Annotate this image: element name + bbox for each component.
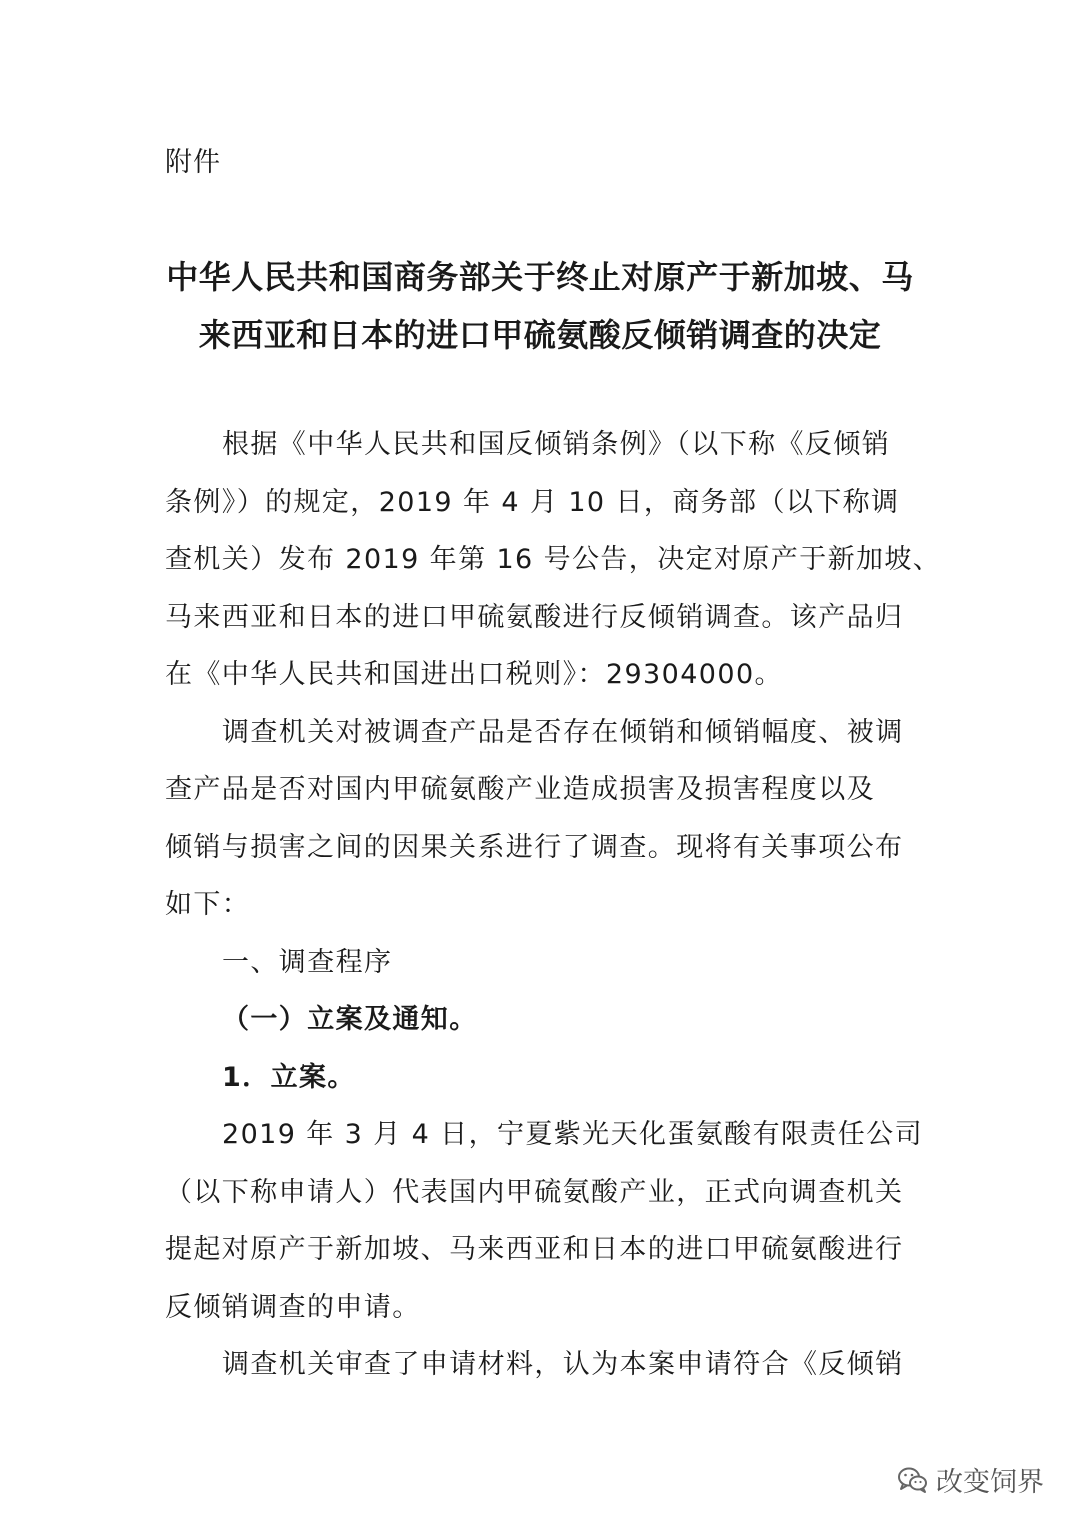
wechat-icon (898, 1466, 928, 1494)
body-line: 根据《中华人民共和国反倾销条例》（以下称《反倾销 (222, 429, 891, 460)
document-title (150, 248, 930, 364)
document-body (165, 416, 942, 1394)
body-line: 查机关）发布 2019 年第 16 号公告，决定对原产于新加坡、 (165, 544, 942, 575)
body-line: 查产品是否对国内甲硫氨酸产业造成损害及损害程度以及 (165, 774, 875, 805)
body-line: （以下称申请人）代表国内甲硫氨酸产业，正式向调查机关 (165, 1176, 904, 1208)
watermark-text: 改变饲界 (936, 1467, 1044, 1498)
body-line: 在《中华人民共和国进出口税则》：29304000。 (165, 659, 783, 690)
title-line: 中华人民共和国商务部关于终止对原产于新加坡、马 (166, 258, 914, 296)
body-line: 倾销与损害之间的因果关系进行了调查。现将有关事项公布 (165, 831, 904, 863)
attachment-label: 附件 (165, 147, 221, 178)
body-line: 马来西亚和日本的进口甲硫氨酸进行反倾销调查。该产品归 (165, 601, 904, 633)
body-line: 调查机关审查了申请材料，认为本案申请符合《反倾销 (222, 1349, 904, 1380)
body-line: 2019 年 3 月 4 日，宁夏紫光天化蛋氨酸有限责任公司 (222, 1119, 923, 1150)
body-line: 反倾销调查的申请。 (165, 1291, 421, 1323)
section-heading: 一、调查程序 (222, 946, 393, 978)
body-line: 调查机关对被调查产品是否存在倾销和倾销幅度、被调 (222, 716, 904, 748)
item-heading: 1．立案。 (222, 1061, 356, 1093)
watermark (898, 1460, 1044, 1499)
body-line: 提起对原产于新加坡、马来西亚和日本的进口甲硫氨酸进行 (165, 1234, 904, 1265)
title-line: 来西亚和日本的进口甲硫氨酸反倾销调查的决定 (198, 316, 882, 354)
subsection-heading: （一）立案及通知。 (222, 1004, 478, 1035)
body-line: 条例》）的规定，2019 年 4 月 10 日，商务部（以下称调 (165, 486, 900, 518)
body-line: 如下： (165, 889, 251, 920)
